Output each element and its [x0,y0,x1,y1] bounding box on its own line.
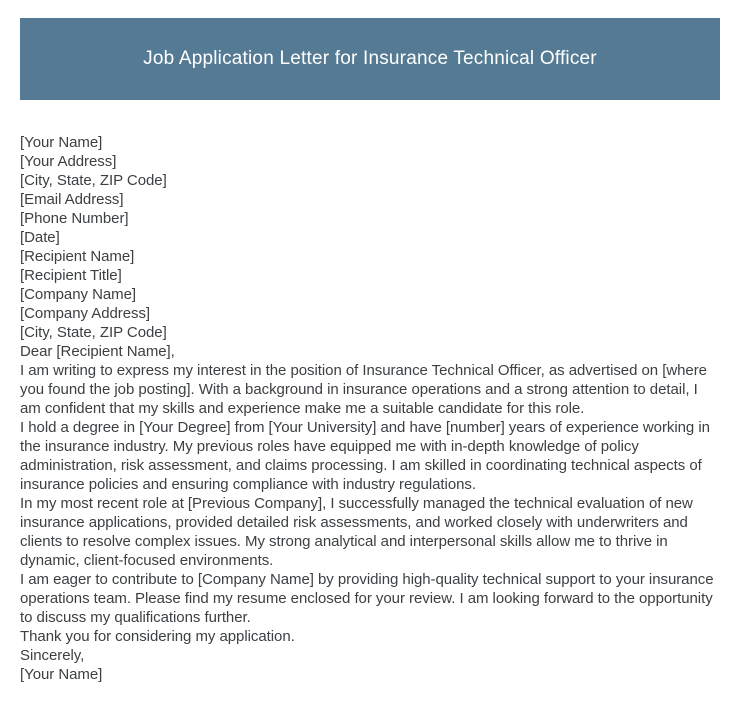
recipient-title-line: [Recipient Title] [20,267,122,284]
recipient-city-line: [City, State, ZIP Code] [20,324,167,341]
signature-line: [Your Name] [20,666,103,683]
paragraph-experience: In my most recent role at [Previous Company], I successfully managed the technical evaluation of new insurance applications, provided detailed risk assessments, and worked closely with underwriters and clients to resolve complex issues. My strong analytical and interpersonal skills allow me to thrive in dynamic, client-focused environments. [20,495,693,569]
recipient-name-line: [Recipient Name] [20,248,135,265]
thank-you-line: Thank you for considering my application. [20,628,295,645]
company-name-line: [Company Name] [20,286,137,303]
paragraph-qualifications: I hold a degree in [Your Degree] from [Your University] and have [number] years of experience working in the insurance industry. My previous roles have equipped me with in-depth knowledge of policy administration, risk assessment, and claims processing. I am skilled in coordinating technical aspects of insurance policies and ensuring compliance with industry regulations. [20,419,710,493]
sender-name-line: [Your Name] [20,134,103,151]
letter-body [20,133,721,684]
company-address-line: [Company Address] [20,305,151,322]
sender-city-line: [City, State, ZIP Code] [20,172,167,189]
page-title: Job Application Letter for Insurance Technical Officer [143,48,597,69]
header-band [20,18,720,100]
date-line: [Date] [20,229,60,246]
sender-phone-line: [Phone Number] [20,210,129,227]
paragraph-introduction: I am writing to express my interest in the position of Insurance Technical Officer, as advertised on [where you found the job posting]. With a background in insurance operations and a strong attention to detail, I am confident that my skills and experience make me a suitable candidate for this role. [20,362,707,417]
salutation: Dear [Recipient Name], [20,343,175,360]
sender-email-line: [Email Address] [20,191,124,208]
paragraph-contribution: I am eager to contribute to [Company Name] by providing high-quality technical support to your insurance operations team. Please find my resume enclosed for your review. I am looking forward to the opportunity to discuss my qualifications further. [20,571,714,626]
sender-address-line: [Your Address] [20,153,117,170]
closing-line: Sincerely, [20,647,85,664]
